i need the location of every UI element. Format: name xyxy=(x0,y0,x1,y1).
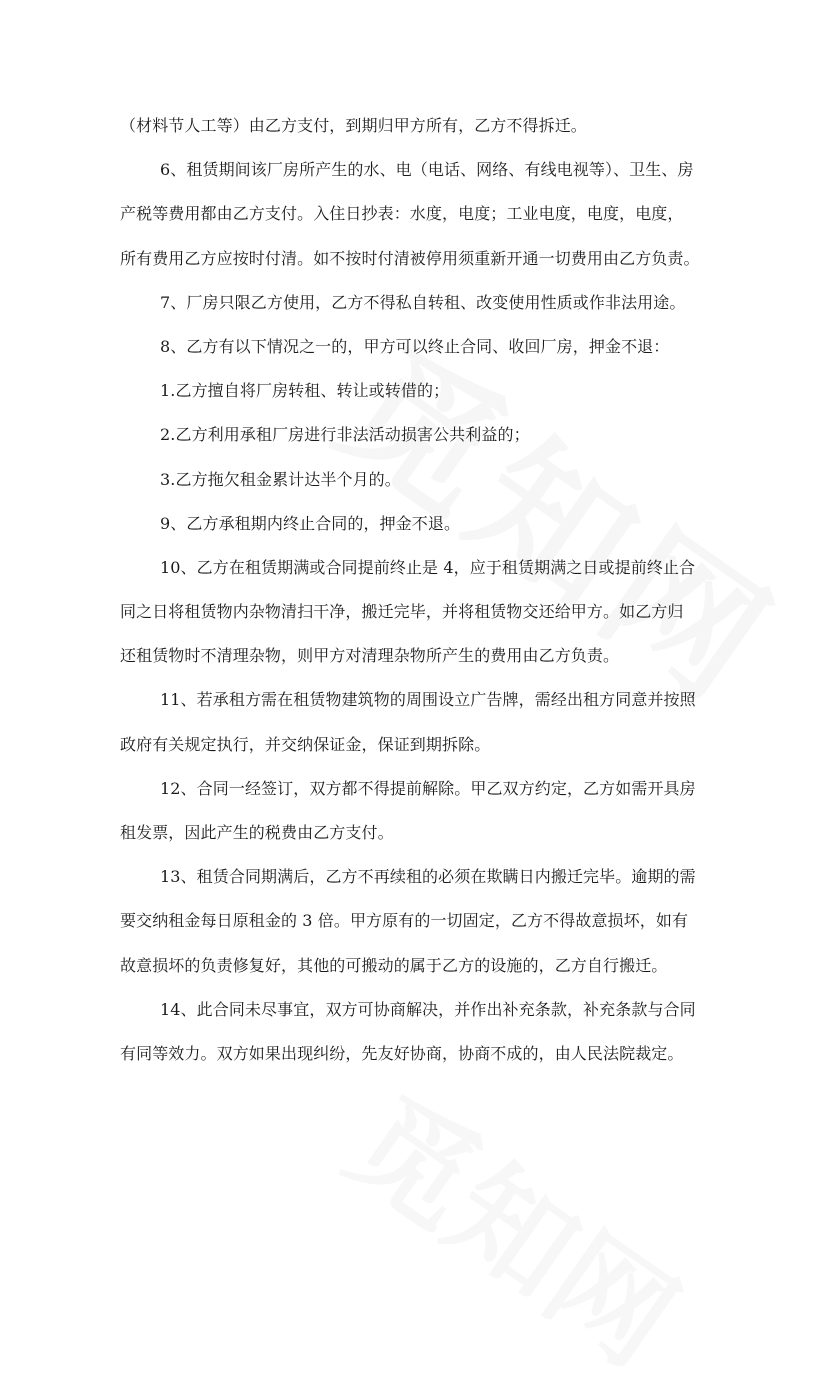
text-line: 11、若承租方需在租赁物建筑物的周围设立广告牌，需经出租方同意并按照 xyxy=(160,690,696,710)
text-line: 要交纳租金每日原租金的 3 倍。甲方原有的一切固定，乙方不得故意损坏，如有 xyxy=(120,911,689,931)
text-line: 13、租赁合同期满后，乙方不再续租的必须在欺瞒日内搬迁完毕。逾期的需 xyxy=(160,867,696,887)
text-line: 7、厂房只限乙方使用，乙方不得私自转租、改变使用性质或作非法用途。 xyxy=(160,292,686,312)
text-line: 6、租赁期间该厂房所产生的水、电（电话、网络、有线电视等）、卫生、房 xyxy=(160,160,694,180)
text-line: 政府有关规定执行，并交纳保证金，保证到期拆除。 xyxy=(120,734,491,754)
text-line: 1.乙方擅自将厂房转租、转让或转借的； xyxy=(160,381,450,401)
text-line: 还租赁物时不清理杂物，则甲方对清理杂物所产生的费用由乙方负责。 xyxy=(120,646,620,666)
document-body xyxy=(120,104,720,1076)
text-line: 同之日将租赁物内杂物清扫干净，搬迁完毕，并将租赁物交还给甲方。如乙方归 xyxy=(120,602,684,622)
text-line: 故意损坏的负责修复好，其他的可搬动的属于乙方的设施的，乙方自行搬迁。 xyxy=(120,955,668,975)
watermark-bottom xyxy=(321,1050,715,1397)
text-line: 14、此合同未尽事宜，双方可协商解决，并作出补充条款，补充条款与合同 xyxy=(160,999,696,1019)
text-line: 10、乙方在租赁期满或合同提前终止是 4，应于租赁期满之日或提前终止合 xyxy=(160,557,696,577)
text-line: 12、合同一经签订，双方都不得提前解除。甲乙双方约定，乙方如需开具房 xyxy=(160,778,696,798)
text-line: 有同等效力。双方如果出现纠纷，先友好协商，协商不成的，由人民法院裁定。 xyxy=(120,1043,684,1063)
text-line: 2.乙方利用承租厂房进行非法活动损害公共利益的； xyxy=(160,425,530,445)
text-line: （材料节人工等）由乙方支付，到期归甲方所有，乙方不得拆迁。 xyxy=(120,116,587,135)
text-line: 所有费用乙方应按时付清。如不按时付清被停用须重新开通一切费用由乙方负责。 xyxy=(120,248,700,268)
text-line: 租发票，因此产生的税费由乙方支付。 xyxy=(120,823,394,842)
text-line: 9、乙方承租期内终止合同的，押金不退。 xyxy=(160,513,461,533)
text-line: 3.乙方拖欠租金累计达半个月的。 xyxy=(160,469,401,489)
text-line: 8、乙方有以下情况之一的，甲方可以终止合同、收回厂房，押金不退： xyxy=(160,336,670,356)
text-line: 产税等费用都由乙方支付。入住日抄表：水度，电度；工业电度，电度，电度， xyxy=(120,204,684,224)
